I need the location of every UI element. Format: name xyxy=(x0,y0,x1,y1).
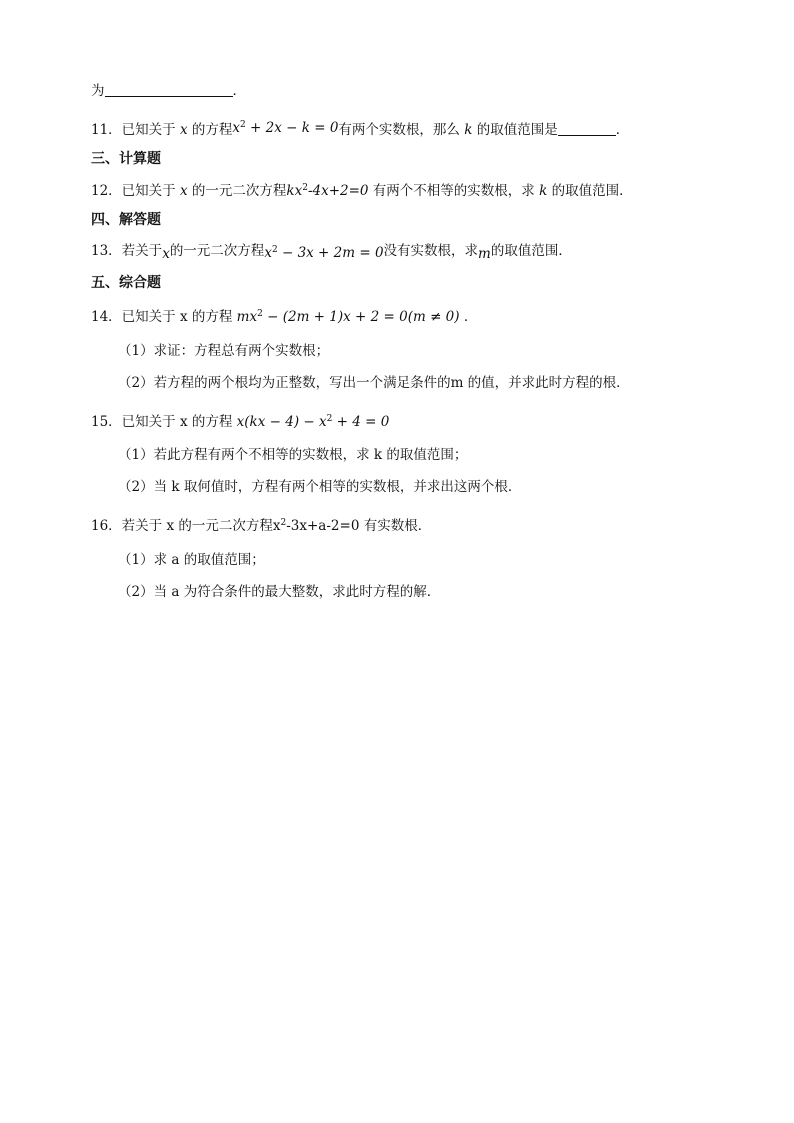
question-16-part-2: （2）当 a 为符合条件的最大整数，求此时方程的解． xyxy=(118,584,441,600)
math-var: k xyxy=(539,183,548,199)
equation xyxy=(264,245,383,261)
text: 12．已知关于 xyxy=(91,183,180,199)
text: 11．已知关于 xyxy=(91,122,180,138)
equation xyxy=(286,183,368,199)
text: 有两个实数根，那么 xyxy=(338,122,465,138)
exponent: 2 xyxy=(257,309,263,319)
question-16 xyxy=(91,514,431,535)
eq-part: − (2m + 1)x + 2 = 0(m ≠ 0) xyxy=(262,309,460,325)
equation xyxy=(237,309,460,325)
question-13 xyxy=(91,241,572,263)
eq-part: + 2x − k = 0 xyxy=(245,120,339,136)
question-16-part-1: （1）求 a 的取值范围； xyxy=(118,552,265,568)
q10-tail xyxy=(91,82,246,100)
exponent: 2 xyxy=(240,120,246,130)
math-var: m xyxy=(478,246,491,262)
text: 的取值范围． xyxy=(490,243,572,259)
eq-part: + 4 = 0 xyxy=(332,414,390,430)
eq-part: x xyxy=(232,120,241,136)
text: 16．若关于 x 的一元二次方程x xyxy=(91,518,281,534)
eq-part: -4x+2=0 xyxy=(307,183,369,199)
eq-part: − 3x + 2m = 0 xyxy=(277,245,384,261)
eq-part: mx xyxy=(236,309,258,325)
question-11 xyxy=(91,116,629,139)
exponent: 2 xyxy=(326,414,333,424)
answer-blank xyxy=(105,82,233,97)
text: 的方程 xyxy=(187,122,233,138)
text: ． xyxy=(232,83,246,99)
math-var: x xyxy=(179,122,188,138)
question-15-part-2: （2）当 k 取何值时，方程有两个相等的实数根，并求出这两个根． xyxy=(118,479,522,495)
eq-part: x(kx − 4) − x xyxy=(236,414,327,430)
question-12 xyxy=(91,179,633,200)
exponent: 2 xyxy=(271,245,278,255)
math-var: x xyxy=(162,246,170,262)
exponent: 2 xyxy=(302,183,308,193)
exponent: 2 xyxy=(280,518,287,528)
answer-blank xyxy=(558,121,616,136)
eq-part: x xyxy=(264,245,272,261)
text: 的取值范围是 xyxy=(472,122,558,138)
question-14-part-2: （2）若方程的两个根均为正整数，写出一个满足条件的m 的值，并求此时方程的根． xyxy=(118,375,630,391)
eq-part: kx xyxy=(286,183,303,199)
text: 15．已知关于 x 的方程 xyxy=(91,414,237,430)
text: 13．若关于 xyxy=(91,243,163,259)
question-14-part-1: （1）求证：方程总有两个实数根； xyxy=(118,343,330,359)
text: ． xyxy=(615,122,630,138)
text: 的取值范围． xyxy=(547,183,633,199)
section-heading-3: 三、计算题 xyxy=(91,151,161,167)
math-var: k xyxy=(464,122,473,138)
math-var: x xyxy=(179,183,188,199)
section-heading-4: 四、解答题 xyxy=(91,212,161,228)
text: 有两个不相等的实数根，求 xyxy=(368,183,540,199)
text: -3x+a-2=0 有实数根． xyxy=(286,518,432,534)
question-15 xyxy=(91,410,389,431)
text: 14．已知关于 x 的方程 xyxy=(91,309,237,325)
question-15-part-1: （1）若此方程有两个不相等的实数根，求 k 的取值范围； xyxy=(118,447,468,463)
question-14 xyxy=(91,305,477,326)
equation xyxy=(237,414,390,430)
text: 没有实数根，求 xyxy=(383,243,479,259)
text: 的一元二次方程 xyxy=(187,183,287,199)
section-heading-5: 五、综合题 xyxy=(91,275,161,291)
text: ． xyxy=(459,309,478,325)
equation xyxy=(232,120,338,136)
text: 为 xyxy=(91,83,105,99)
text: 的一元二次方程 xyxy=(169,243,265,259)
